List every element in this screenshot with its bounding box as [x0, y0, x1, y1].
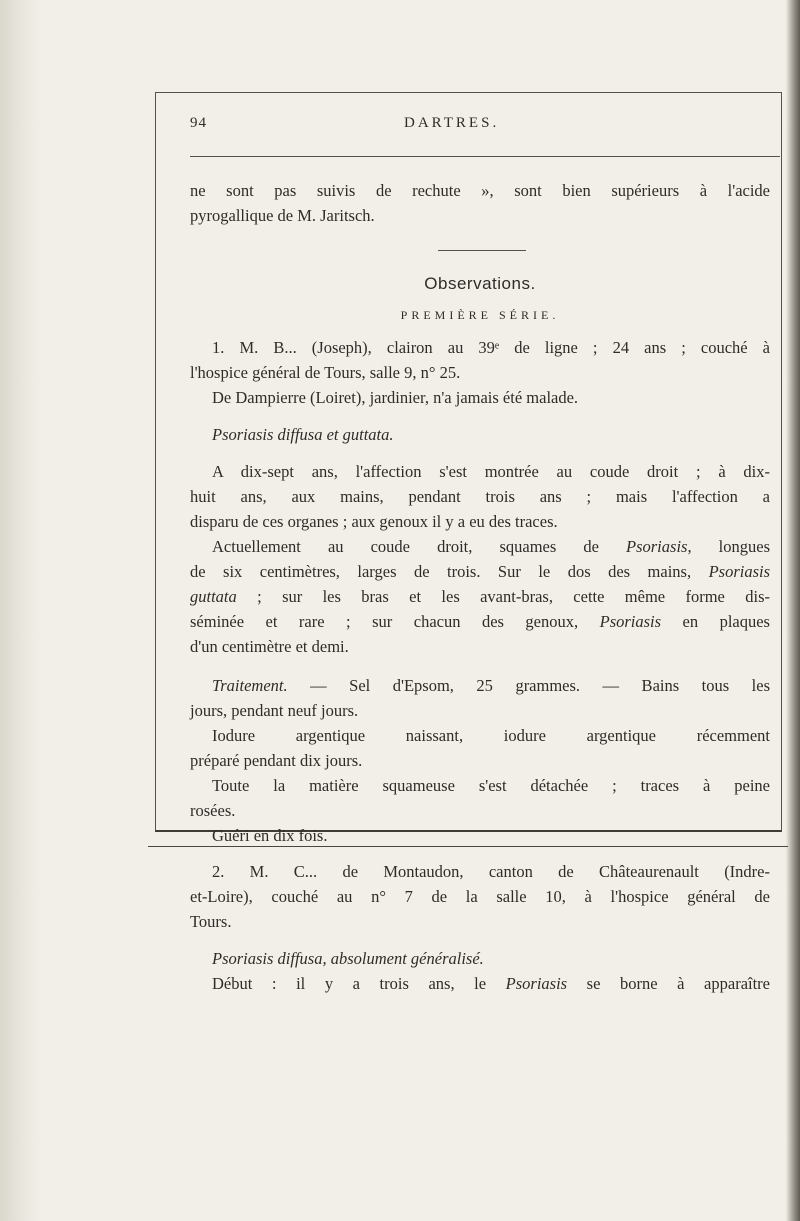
intro-line: pyrogallique de M. Jaritsch.	[190, 206, 375, 225]
case2-line: et-Loire), couché au n° 7 de la salle 10, à l'hospice général de	[190, 887, 770, 906]
case1-line: l'hospice général de Tours, salle 9, n° 25.	[190, 363, 461, 382]
case2-onset	[190, 971, 770, 996]
case1-line: De Dampierre (Loiret), jardinier, n'a jamais été malade.	[212, 388, 579, 407]
scan-edge-right	[786, 0, 800, 1221]
page-number: 94	[190, 115, 207, 131]
case2-line: Tours.	[190, 912, 232, 931]
section-title: Observations.	[424, 274, 536, 293]
case1-diagnosis	[190, 422, 770, 447]
case1-iodure: Iodure argentique naissant, iodure argentique récemment	[212, 726, 770, 745]
case1-result: rosées.	[190, 801, 236, 820]
text-run: Début : il y a trois ans, le	[212, 974, 506, 993]
case1-history: huit ans, aux mains, pendant trois ans ; mais l'affection a	[190, 487, 770, 506]
header-rule	[190, 156, 780, 157]
text-run: ; sur les bras et les avant-bras, cette même forme dis-	[236, 587, 770, 606]
running-title: DARTRES.	[404, 115, 500, 131]
case1-iodure: préparé pendant dix jours.	[190, 751, 363, 770]
case1-history: A dix-sept ans, l'affection s'est montrée au coude droit ; à dix-	[212, 462, 770, 481]
italic-term: guttata	[190, 587, 237, 606]
case1-current: d'un centimètre et demi.	[190, 637, 349, 656]
case1-history: disparu de ces organes ; aux genoux il y a eu des traces.	[190, 512, 558, 531]
text-run: , longues	[687, 537, 770, 556]
italic-term: Psoriasis	[626, 537, 688, 556]
case1-treatment	[190, 673, 770, 698]
italic-term: Psoriasis	[708, 562, 770, 581]
page-text	[190, 178, 770, 996]
case1-current	[190, 534, 770, 559]
text-run: de six centimètres, larges de trois. Sur le dos des mains,	[190, 562, 709, 581]
diagnosis-text: Psoriasis diffusa, absolument généralisé.	[212, 949, 484, 968]
case2-diagnosis	[190, 946, 770, 971]
case1-line: 1. M. B... (Joseph), clairon au 39ᵉ de ligne ; 24 ans ; couché à	[212, 338, 770, 357]
case1-current	[190, 584, 770, 609]
case1-treatment: jours, pendant neuf jours.	[190, 701, 359, 720]
case1-result: Toute la matière squameuse s'est détachée ; traces à peine	[212, 776, 770, 795]
section-divider	[438, 250, 526, 251]
italic-term: Psoriasis	[505, 974, 568, 993]
text-run: séminée et rare ; sur chacun des genoux,	[190, 612, 600, 631]
case1-current	[190, 559, 770, 584]
text-run: en plaques	[661, 612, 770, 631]
diagnosis-text: Psoriasis diffusa et guttata.	[212, 425, 394, 444]
intro-line: ne sont pas suivis de rechute », sont bien supérieurs à l'acide	[190, 181, 770, 200]
case2-line: 2. M. C... de Montaudon, canton de Châteaurenault (Indre-	[212, 862, 770, 881]
text-run: — Sel d'Epsom, 25 grammes. — Bains tous les	[287, 676, 770, 695]
italic-term: Psoriasis	[599, 612, 662, 631]
text-run: Actuellement au coude droit, squames de	[212, 537, 627, 556]
series-title: PREMIÈRE SÉRIE.	[400, 308, 560, 322]
text-run: se borne à apparaître	[567, 974, 770, 993]
case1-cured: Guéri en dix fois.	[212, 826, 328, 845]
scan-edge-left	[0, 0, 42, 1221]
running-head	[190, 115, 770, 137]
case1-current	[190, 609, 770, 634]
italic-term: Traitement.	[212, 676, 288, 695]
